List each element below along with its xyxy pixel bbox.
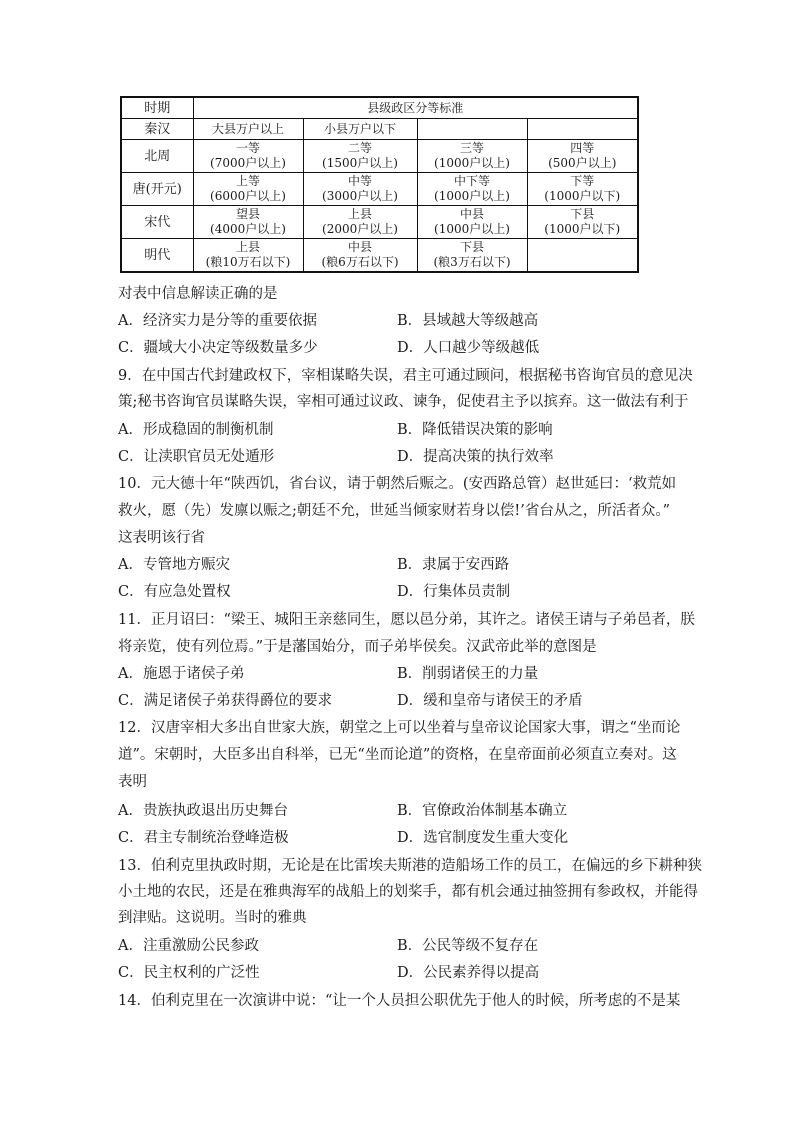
- period-cell: 秦汉: [121, 119, 193, 140]
- header-period-cell: 时期: [121, 97, 193, 119]
- grade-cell: 下县 (粮3万石以下): [417, 239, 527, 273]
- q11-stem-line: 11．正月诏曰：“梁王、城阳王亲慈同生，愿以邑分弟，其许之。诸侯王请与子弟邑者，朕: [118, 612, 695, 628]
- grade-cell: 下等 (1000户以下): [527, 173, 638, 206]
- grade-cell: 中下等 (1000户以上): [417, 173, 527, 206]
- q9-stem-line: 9．在中国古代封建政权下，宰相谋略失误，君主可通过顾问，根据秘书咨询官员的意见决: [118, 368, 693, 384]
- table-row: [121, 119, 638, 140]
- q13-option-a[interactable]: A．注重激励公民参政: [118, 938, 259, 954]
- table-header-row: [121, 97, 638, 119]
- q13-stem-line: 到津贴。这说明。当时的雅典: [118, 910, 307, 926]
- q13-option-b[interactable]: B．公民等级不复存在: [397, 938, 539, 954]
- q11-option-b[interactable]: B．削弱诸侯王的力量: [397, 666, 539, 682]
- grade-cell: 上等 (6000户以上): [193, 173, 303, 206]
- q8-option-a[interactable]: A．经济实力是分等的重要依据: [118, 313, 317, 329]
- table-row: [121, 140, 638, 173]
- q9-option-a[interactable]: A．形成稳固的制衡机制: [118, 422, 274, 438]
- q11-option-c[interactable]: C．满足诸侯子弟获得爵位的要求: [118, 693, 333, 709]
- grade-cell: 中县 (1000户以上): [417, 206, 527, 239]
- grade-cell-empty: [527, 119, 638, 140]
- table-row: [121, 239, 638, 273]
- q11-option-d[interactable]: D．缓和皇帝与诸侯王的矛盾: [397, 693, 583, 709]
- grade-cell: 大县万户以上: [193, 119, 303, 140]
- period-cell: 宋代: [121, 206, 193, 239]
- table-row: [121, 206, 638, 239]
- grade-cell: 四等 (500户以上): [527, 140, 638, 173]
- period-cell: 明代: [121, 239, 193, 273]
- grade-cell: 三等 (1000户以上): [417, 140, 527, 173]
- q14-stem-line: 14．伯利克里在一次演讲中说：“让一个人员担公职优先于他人的时候，所考虑的不是某: [118, 993, 681, 1009]
- q10-option-b[interactable]: B．隶属于安西路: [397, 557, 510, 573]
- q10-option-a[interactable]: A．专管地方赈灾: [118, 557, 230, 573]
- q11-option-a[interactable]: A．施恩于诸侯子弟: [118, 666, 245, 682]
- q8-stem: 对表中信息解读正确的是: [118, 286, 278, 302]
- q12-option-b[interactable]: B．官僚政治体制基本确立: [397, 803, 568, 819]
- q10-stem-line: 10．元大德十年“陕西饥，省台议，请于朝然后赈之。(安西路总管）赵世延曰：‘救荒如: [118, 476, 677, 492]
- q12-option-d[interactable]: D．选官制度发生重大变化: [397, 830, 569, 846]
- header-title-cell: 县级政区分等标准: [193, 97, 638, 119]
- grade-cell: 上县 (2000户以上): [303, 206, 417, 239]
- q12-option-c[interactable]: C．君主专制统治登峰造极: [118, 830, 289, 846]
- q9-option-c[interactable]: C．让渎职官员无处遁形: [118, 449, 275, 465]
- grade-cell-empty: [417, 119, 527, 140]
- q9-option-b[interactable]: B．降低错误决策的影响: [397, 422, 553, 438]
- grade-cell: 上县 (粮10万石以下): [193, 239, 303, 273]
- q10-option-d[interactable]: D．行集体员责制: [397, 584, 511, 600]
- q9-option-d[interactable]: D．提高决策的执行效率: [397, 449, 554, 465]
- q8-option-b[interactable]: B．县域越大等级越高: [397, 313, 539, 329]
- q12-stem-line: 表明: [118, 774, 147, 790]
- grade-cell: 中等 (3000户以上): [303, 173, 417, 206]
- q8-option-d[interactable]: D．人口越少等级越低: [397, 340, 540, 356]
- grade-cell: 一等 (7000户以上): [193, 140, 303, 173]
- q12-stem-line: 12．汉唐宰相大多出自世家大族，朝堂之上可以坐着与皇帝议论国家大事，谓之“坐而论: [118, 720, 681, 736]
- q9-stem-line: 策;秘书咨询官员谋略失误，宰相可通过议政、谏争，促使君主予以摈弃。这一做法有利于: [118, 394, 689, 410]
- grade-cell: 中县 (粮6万石以下): [303, 239, 417, 273]
- table-row: [121, 173, 638, 206]
- q10-option-c[interactable]: C．有应急处置权: [118, 584, 231, 600]
- period-cell: 北周: [121, 140, 193, 173]
- q13-stem-line: 13．伯利克里执政时期，无论是在比雷埃夫斯港的造船场工作的员工，在偏远的乡下耕种狭: [118, 858, 702, 874]
- grade-cell: 小县万户以下: [303, 119, 417, 140]
- grade-cell: 望县 (4000户以上): [193, 206, 303, 239]
- q13-option-d[interactable]: D．公民素养得以提高: [397, 965, 540, 981]
- q12-stem-line: 道”。宋朝时，大臣多出自科举，已无“坐而论道”的资格，在皇帝面前必须直立奏对。这: [118, 747, 677, 763]
- grade-cell-empty: [527, 239, 638, 273]
- q13-option-c[interactable]: C．民主权利的广泛性: [118, 965, 260, 981]
- grade-cell: 二等 (1500户以上): [303, 140, 417, 173]
- q12-option-a[interactable]: A．贵族执政退出历史舞台: [118, 803, 288, 819]
- period-cell: 唐(开元): [121, 173, 193, 206]
- q10-stem-line: 救火，愿（先）发廪以赈之;朝廷不允，世延当倾家财若身以偿!’省台从之，所活者众。”: [118, 503, 670, 519]
- grade-cell: 下县 (1000户以下): [527, 206, 638, 239]
- q10-stem-line: 这表明该行省: [118, 530, 205, 546]
- county-grade-table: [120, 96, 639, 273]
- q8-option-c[interactable]: C．疆域大小决定等级数量多少: [118, 340, 318, 356]
- q13-stem-line: 小土地的农民，还是在雅典海军的战船上的划桨手，都有机会通过抽签拥有参政权，并能得: [118, 884, 698, 900]
- q11-stem-line: 将亲览，使有列位焉。”于是藩国始分，而子弟毕侯矣。汉武帝此举的意图是: [118, 639, 597, 655]
